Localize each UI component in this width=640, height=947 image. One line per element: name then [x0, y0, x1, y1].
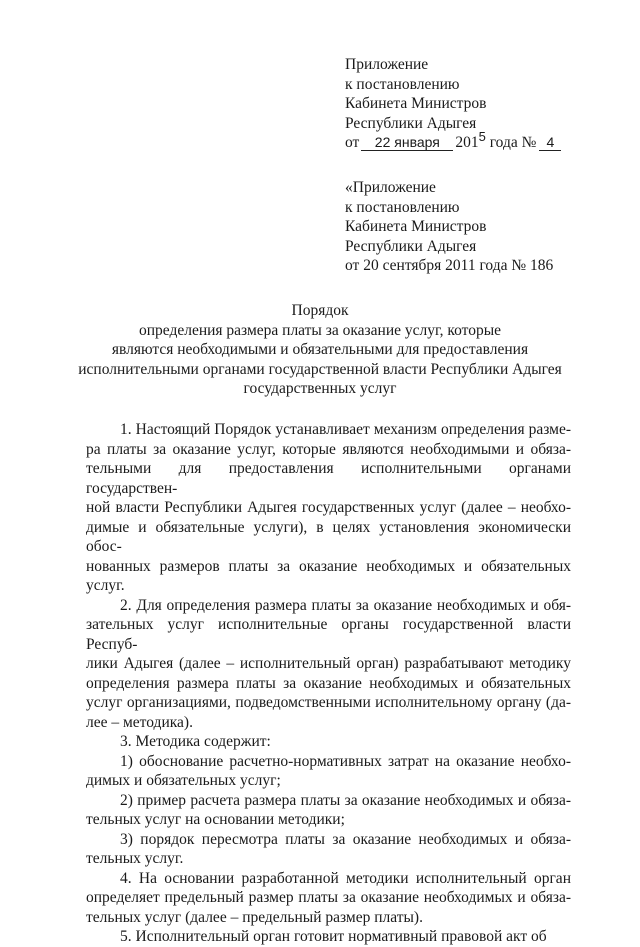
appendix-line: Республики Адыгея	[345, 114, 477, 132]
paragraph-line: 2. Для определения размера платы за оказание необходимых и обя-	[120, 596, 571, 614]
year-prefix: 201	[455, 134, 479, 151]
paragraph-line: 5. Исполнительный орган готовит нормативный правовой акт об	[120, 928, 547, 945]
paragraph-line: определяет предельный размер платы за оказание необходимых и обяза-	[86, 889, 571, 906]
appendix-line: Приложение	[345, 56, 429, 73]
paragraph-line: 3. Методика содержит:	[120, 733, 271, 750]
paragraph	[86, 830, 571, 869]
handwritten-date: 22 января	[361, 134, 453, 151]
title-line: являются необходимыми и обязательными для предоставления	[111, 341, 529, 358]
paragraph-line: зательных услуг исполнительные органы государственной власти Респуб-	[86, 616, 571, 653]
paragraph	[86, 791, 571, 830]
quoted-line: Республики Адыгея	[345, 237, 477, 255]
quoted-appendix	[345, 178, 553, 276]
appendix-line: Кабинета Министров	[345, 95, 487, 112]
paragraph-line: димые и обязательные услуги), в целях установления экономически обос-	[86, 518, 571, 555]
paragraph-line: лее – методика).	[86, 713, 193, 731]
handwritten-number: 4	[539, 134, 561, 151]
paragraph-line: 1) обоснование расчетно-нормативных затрат на оказание необхо-	[120, 752, 571, 770]
paragraph-line: 4. На основании разработанной методики исполнительный орган	[120, 869, 571, 887]
title-line: государственных услуг	[243, 380, 397, 397]
appendix-date-line	[345, 129, 561, 153]
paragraph	[86, 869, 571, 928]
appendix-header	[345, 55, 561, 153]
title-line: определения размера платы за оказание услуг, которые	[138, 321, 502, 339]
paragraph-line: тельными для предоставления исполнительными органами государствен-	[86, 460, 571, 497]
paragraph-line: димых и обязательных услуг;	[86, 772, 281, 789]
paragraph-line: услуг организациями, подведомственными исполнительному органу (да-	[86, 694, 571, 711]
paragraph	[86, 732, 571, 752]
paragraph-line: 2) пример расчета размера платы за оказание необходимых и обяза-	[120, 791, 571, 809]
paragraph	[86, 752, 571, 791]
paragraph-line: определения размера платы за оказание необходимых и обязательных	[86, 674, 571, 692]
paragraph-line: нованных размеров платы за оказание необходимых и обязательных	[86, 557, 571, 575]
date-prefix: от	[345, 134, 360, 151]
paragraph-line: тельных услуг на основании методики;	[86, 811, 345, 828]
handwritten-year-digit: 5	[478, 129, 486, 144]
paragraph-line: 1. Настоящий Порядок устанавливает механизм определения разме-	[120, 421, 571, 438]
quoted-line: Кабинета Министров	[345, 218, 487, 235]
paragraph	[86, 420, 571, 596]
paragraph-line: ной власти Республики Адыгея государственных услуг (далее – необхо-	[86, 499, 571, 516]
document-title	[0, 301, 640, 399]
paragraph-line: услуг.	[86, 577, 125, 594]
title-line: исполнительными органами государственной власти Республики Адыгея	[78, 360, 562, 378]
title-line: Порядок	[291, 302, 349, 319]
quoted-line: «Приложение	[345, 179, 436, 196]
year-suffix: года №	[485, 134, 537, 151]
document-body	[86, 420, 571, 947]
quoted-line: к постановлению	[345, 198, 460, 216]
paragraph	[86, 596, 571, 733]
paragraph-line: 3) порядок пересмотра платы за оказание необходимых и обяза-	[120, 830, 571, 848]
paragraph-line: лики Адыгея (далее – исполнительный орган) разрабатывают методику	[86, 655, 571, 672]
quoted-line: от 20 сентября 2011 года № 186	[345, 257, 554, 274]
paragraph-line: ра платы за оказание услуг, которые являются необходимыми и обяза-	[86, 440, 571, 458]
paragraph-line: тельных услуг (далее – предельный размер платы).	[86, 908, 423, 926]
paragraph-line: тельных услуг.	[86, 850, 184, 867]
appendix-line: к постановлению	[345, 75, 460, 93]
paragraph	[86, 927, 571, 947]
